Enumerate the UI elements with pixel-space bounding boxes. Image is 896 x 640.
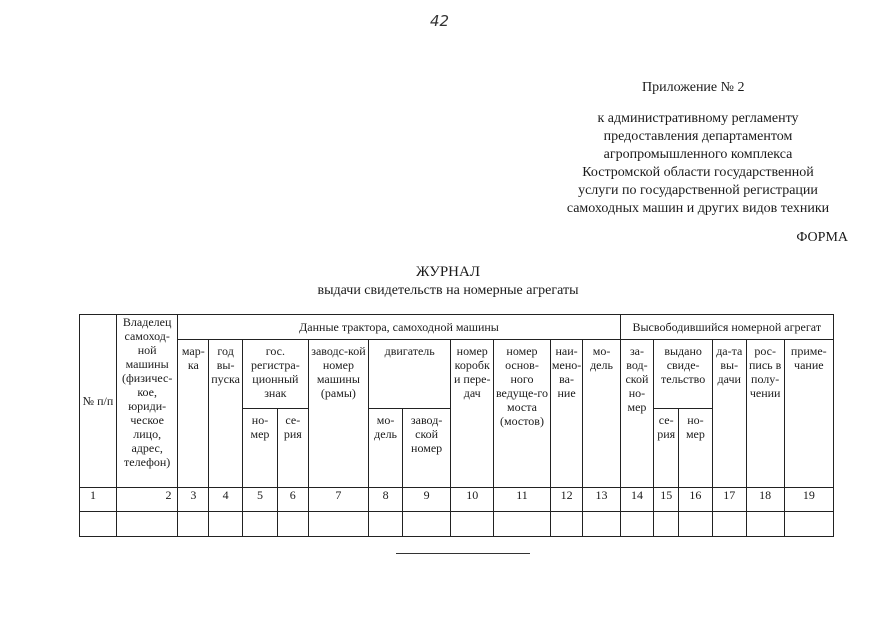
empty-cell (403, 512, 451, 537)
column-number: 13 (583, 488, 620, 512)
header-signature: рос-пись в полу-чении (746, 340, 784, 488)
header-engine-model: мо-дель (369, 409, 403, 488)
appendix-title: Приложение № 2 (642, 80, 745, 95)
empty-cell (277, 512, 308, 537)
column-number: 3 (178, 488, 209, 512)
header-engine: двигатель (369, 340, 451, 409)
header-issued-certificate: выдано свиде-тельство (654, 340, 712, 409)
empty-cell (620, 512, 654, 537)
empty-cell (746, 512, 784, 537)
header-reg-series: се-рия (277, 409, 308, 488)
column-number: 7 (308, 488, 369, 512)
appendix-line: Костромской области государственной (582, 165, 814, 180)
header-certificate-number: но-мер (679, 409, 713, 488)
empty-cell (784, 512, 833, 537)
empty-cell (712, 512, 746, 537)
header-group-tractor: Данные трактора, самоходной машины (178, 315, 620, 340)
header-number: № п/п (80, 315, 117, 488)
appendix-line: к административному регламенту (597, 111, 799, 126)
header-unit-factory-number: за-вод-ской но-мер (620, 340, 654, 488)
column-number: 2 (116, 488, 178, 512)
empty-cell (178, 512, 209, 537)
empty-cell (116, 512, 178, 537)
column-number: 1 (80, 488, 117, 512)
empty-cell (308, 512, 369, 537)
appendix-line: агропромышленного комплекса (603, 147, 793, 162)
empty-cell (679, 512, 713, 537)
column-number: 4 (209, 488, 243, 512)
header-unit-model: мо-дель (583, 340, 620, 488)
header-year: год вы-пуска (209, 340, 243, 488)
header-note: приме-чание (784, 340, 833, 488)
empty-cell (550, 512, 583, 537)
end-divider (396, 553, 530, 554)
header-group-released-unit: Высвободившийся номерной агрегат (620, 315, 833, 340)
column-number: 10 (451, 488, 494, 512)
column-number: 16 (679, 488, 713, 512)
empty-cell (80, 512, 117, 537)
empty-cell (209, 512, 243, 537)
header-issue-date: да-та вы-дачи (712, 340, 746, 488)
column-number: 8 (369, 488, 403, 512)
header-brand: мар-ка (178, 340, 209, 488)
column-number: 12 (550, 488, 583, 512)
empty-cell (243, 512, 278, 537)
header-reg-number: но-мер (243, 409, 278, 488)
page-number: 42 (430, 12, 450, 30)
journal-title: ЖУРНАЛ (415, 264, 481, 280)
column-number: 6 (277, 488, 308, 512)
column-number: 17 (712, 488, 746, 512)
header-certificate-series: се-рия (654, 409, 679, 488)
column-number-row (80, 488, 834, 512)
column-number: 19 (784, 488, 833, 512)
header-axle-number: номер основ-ного ведуще-го моста (мостов) (494, 340, 550, 488)
journal-subtitle: выдачи свидетельств на номерные агрегаты (317, 283, 579, 298)
empty-entry-row (80, 512, 834, 537)
appendix-line: предоставления департаментом (603, 129, 793, 144)
column-number: 5 (243, 488, 278, 512)
appendix-line: самоходных машин и других видов техники (566, 201, 830, 216)
header-gearbox-number: номер коробки пере-дач (451, 340, 494, 488)
header-reg-sign: гос. регистра-ционный знак (243, 340, 309, 409)
appendix-text (548, 110, 848, 218)
column-number: 9 (403, 488, 451, 512)
empty-cell (451, 512, 494, 537)
empty-cell (654, 512, 679, 537)
header-engine-factory-number: завод-ской номер (403, 409, 451, 488)
form-label: ФОРМА (796, 230, 848, 245)
empty-cell (583, 512, 620, 537)
appendix-line: услуги по государственной регистрации (578, 183, 818, 198)
empty-cell (369, 512, 403, 537)
header-factory-number: заводс-кой номер машины (рамы) (308, 340, 369, 488)
header-owner: Владелец самоход-ной машины (физичес-кое, юриди-ческое лицо, адрес, телефон) (116, 315, 178, 488)
column-number: 15 (654, 488, 679, 512)
header-unit-name: наи-мено-ва-ние (550, 340, 583, 488)
column-number: 14 (620, 488, 654, 512)
column-number: 11 (494, 488, 550, 512)
journal-table (79, 314, 834, 537)
empty-cell (494, 512, 550, 537)
column-number: 18 (746, 488, 784, 512)
